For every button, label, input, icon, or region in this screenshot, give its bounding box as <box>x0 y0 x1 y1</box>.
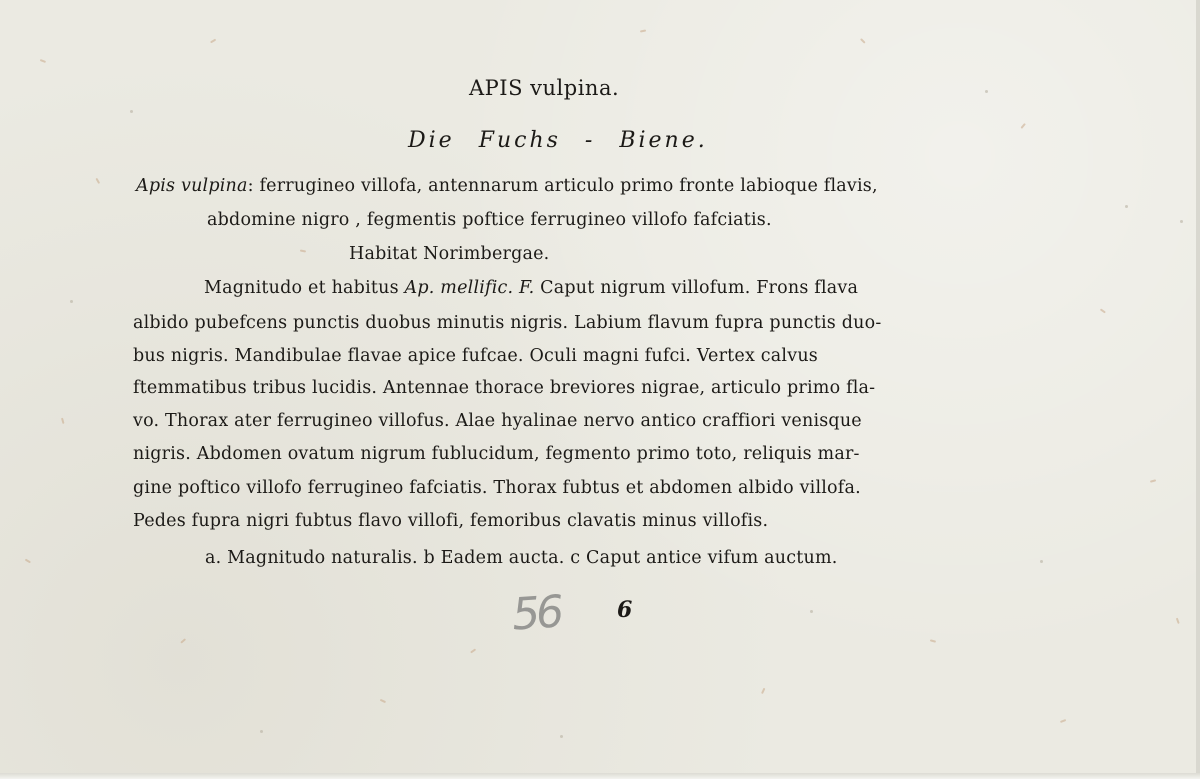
description-text-1b: Caput nigrum villofum. Frons flava <box>534 278 859 298</box>
diagnosis-line-2: abdomine nigro , fegmentis poftice ferrugineo villofo fafciatis. <box>207 210 772 230</box>
diagnosis-line-1 <box>136 176 878 196</box>
description-line-4: ftemmatibus tribus lucidis. Antennae thorace breviores nigrae, articulo primo fla- <box>133 378 876 398</box>
common-name-title: Die Fuchs - Biene. <box>408 128 708 153</box>
species-title: APIS vulpina. <box>469 76 620 100</box>
page-number: 6 <box>617 597 633 623</box>
figure-legend: a. Magnitudo naturalis. b Eadem aucta. c Caput antice vifum auctum. <box>205 548 838 568</box>
species-name: Apis vulpina <box>136 176 248 196</box>
page-bottom-edge <box>0 773 1200 779</box>
pencil-note: 56 <box>510 586 562 641</box>
description-line-5: vo. Thorax ater ferrugineo villofus. Alae hyalinae nervo antico craffiori venisque <box>133 411 862 431</box>
diagnosis-text-1: : ferrugineo villofa, antennarum articulo primo fronte labioque flavis, <box>247 176 878 196</box>
habitat-line: Habitat Norimbergae. <box>349 244 550 264</box>
description-line-6: nigris. Abdomen ovatum nigrum fublucidum, fegmento primo toto, reliquis mar- <box>133 444 860 464</box>
description-text-1a: Magnitudo et habitus <box>204 278 405 298</box>
reference-abbrev: Ap. mellific. F. <box>404 278 535 298</box>
description-line-1 <box>204 278 858 298</box>
description-line-2: albido pubefcens punctis duobus minutis nigris. Labium flavum fupra punctis duo- <box>133 313 882 333</box>
description-line-7: gine poftico villofo ferrugineo fafciatis. Thorax fubtus et abdomen albido villofa. <box>133 478 861 498</box>
description-line-8: Pedes fupra nigri fubtus flavo villofi, femoribus clavatis minus villofis. <box>133 511 769 531</box>
description-line-3: bus nigris. Mandibulae flavae apice fufcae. Oculi magni fufci. Vertex calvus <box>133 346 818 366</box>
page-edge <box>1196 0 1200 779</box>
